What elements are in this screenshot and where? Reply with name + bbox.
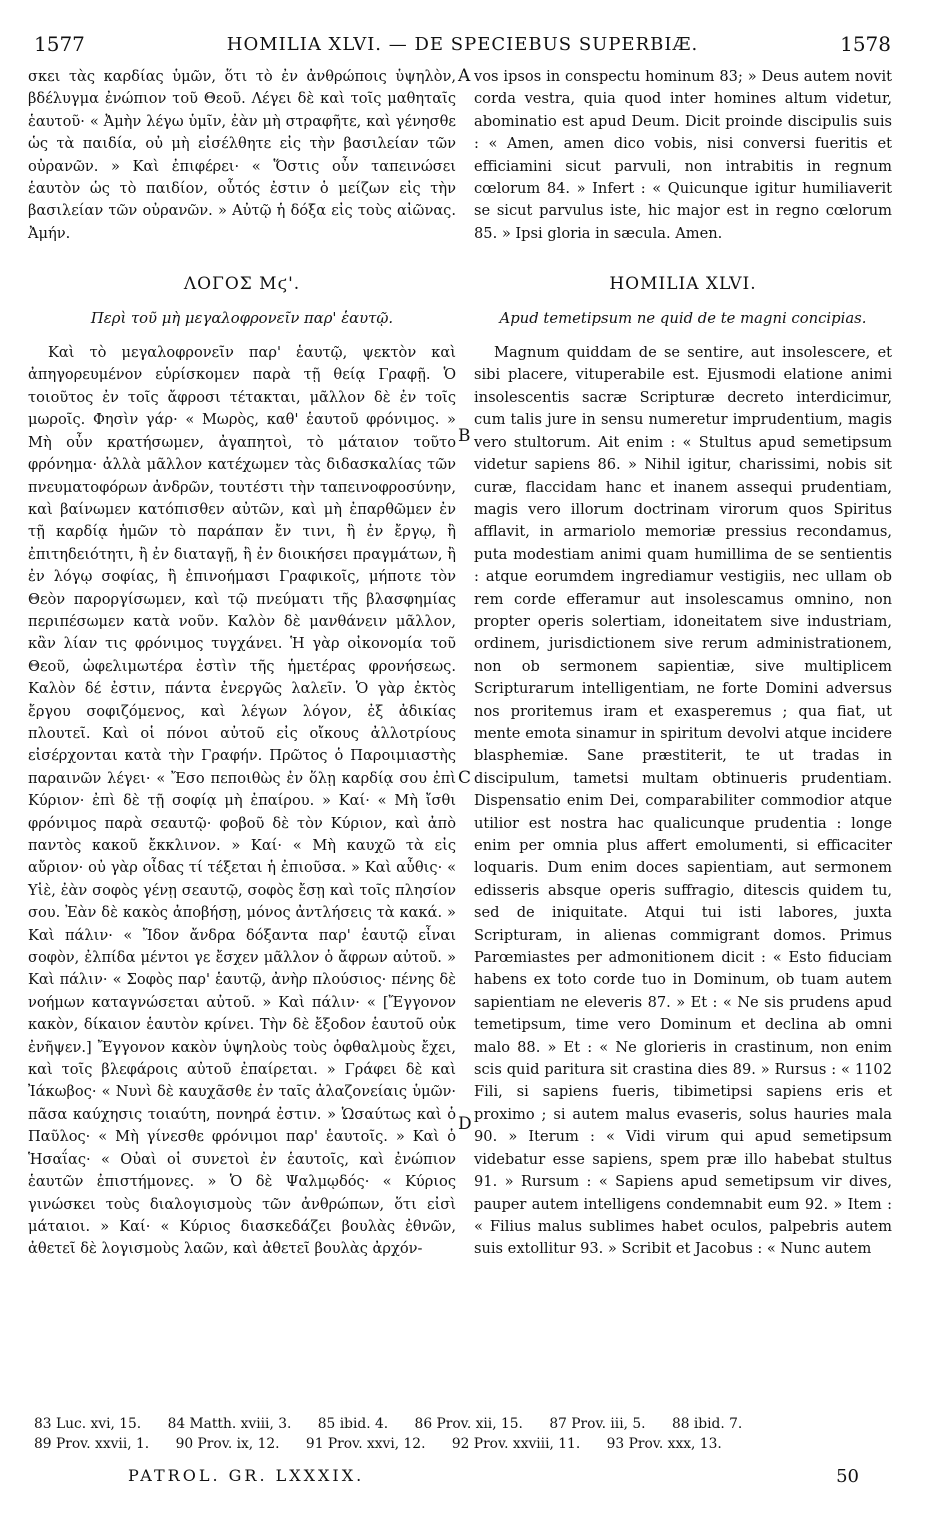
margin-marker-c: C xyxy=(458,768,472,788)
margin-marker-d: D xyxy=(458,1114,472,1134)
latin-intro: vos ipsos in conspectu hominum 83; » Deus autem novit corda vestra, quia quod inter homines altum videtur, abominatio est apud Deum. Dicit proinde discipulis suis : « Amen, amen dico vobis, nisi conversi fueritis et efficiamini sicut parvuli, non intrabitis in regnum cœlorum 84. » Infert : « Quicunque igitur humiliaverit se sicut parvulus iste, hic major est in regno cœlorum 85. » Ipsi gloria in sæcula. Amen. xyxy=(474,68,892,242)
footnote: 88 ibid. 7. xyxy=(671,1416,743,1432)
greek-body: Καὶ τὸ μεγαλοφρονεῖν παρ' ἑαυτῷ, ψεκτὸν καὶ ἀπηγορευμένον εὑρίσκομεν παρὰ τῇ θείᾳ Γραφῇ. Ὁ τοιοῦτος ἐν τοῖς ἄφροσι τέτακται, μᾶλλον δὲ ἐν τοῖς μωροῖς. Φησὶν γάρ· « Μωρὸς, καθ' ἑαυτοῦ φρόνιμος. » Μὴ οὖν κρατήσωμεν, ἀγαπητοὶ, τὸ μάταιον τοῦτο φρόνημα· ἀλλὰ μᾶλλον κατέχωμεν τὰς διδασκαλίας τῶν πνευματοφόρων ἀνδρῶν, τουτέστι τὴν ταπεινοφροσύνην, καὶ βαίνωμεν κατόπισθεν αὐτῶν, καὶ μὴ ἐπαρθῶμεν ἐν τῇ καρδίᾳ ἡμῶν τὸ παράπαν ἔν τινι, ἢ ἐν ἔργῳ, ἢ ἐπιτηδειότητι, ἢ ἐν διαταγῇ, ἢ ἐν διοικήσει πραγμάτων, ἢ ἐν λόγῳ σοφίας, ἢ ἐπινοήμασι Γραφικοῖς, μήποτε τὸν Θεὸν παροργίσωμεν, καὶ τῷ πνεύματι τῆς βλασφημίας περιπέσωμεν κατὰ νοῦν. Καλὸν δὲ μανθάνειν μᾶλλον, κἂν λίαν τις φρόνιμος τυγχάνει. Ἡ γὰρ οἰκονομία τοῦ Θεοῦ, ὠφελιμωτέρα ἐστὶν τῆς ἡμετέρας φρονήσεως. Καλὸν δέ ἐστιν, πάντα ἐνεργῶς λαλεῖν. Ὁ γὰρ ἐκτὸς ἔργου σοφιζόμενος, καὶ λέγων λόγον, ἐξ ἀδικίας πλουτεῖ. Καὶ οἱ πόνοι αὐτοῦ εἰς οἴκους ἀλλοτρίους εἰσέρχονται κατὰ τὴν Γραφήν. Πρῶτος ὁ Παροιμιαστὴς παραινῶν λέγει· « Ἔσο πεποιθὼς ἐν ὅλῃ καρδίᾳ σου ἐπὶ Κύριον· ἐπὶ δὲ τῇ σοφίᾳ μὴ ἐπαίρου. » Καί· « Μὴ ἴσθι φρόνιμος παρὰ σεαυτῷ· φοβοῦ δὲ τὸν Κύριον, καὶ ἀπὸ παντὸς κακοῦ ἔκκλινον. » Καί· « Μὴ καυχῶ τὰ εἰς αὔριον· οὐ γὰρ οἶδας τί τέξεται ἡ ἐπιοῦσα. » Καὶ αὖθις· « Υἱὲ, ἐὰν σοφὸς γένῃ σεαυτῷ, σοφὸς ἔσῃ καὶ τοῖς πλησίον σου. Ἐὰν δὲ κακὸς ἀποβήσῃ, μόνος ἀντλήσεις τὰ κακά. » Καὶ πάλιν· « Ἴδον ἄνδρα δόξαντα παρ' ἑαυτῷ εἶναι σοφὸν, ἐλπίδα μέντοι γε ἔσχεν μᾶλλον ὁ ἄφρων αὐτοῦ. » Καὶ πάλιν· « Σοφὸς παρ' ἑαυτῷ, ἀνὴρ πλούσιος· πένης δὲ νοήμων καταγνώσεται αὐτοῦ. » Καὶ πάλιν· « [Ἔγγονον κακὸν, δίκαιον ἑαυτὸν κρίνει. Τὴν δὲ ἔξοδον ἑαυτοῦ οὐκ ἐνῆψεν.] Ἔγγονον κακὸν ὑψηλοὺς τοὺς ὀφθαλμοὺς ἔχει, καὶ τοῖς βλεφάροις αὐτοῦ ἐπαίρεται. » Γράφει δὲ καὶ Ἰάκωβος· « Νυνὶ δὲ καυχᾶσθε ἐν ταῖς ἀλαζονείαις ὑμῶν· πᾶσα καύχησις τοιαύτη, πονηρά ἐστιν. » Ὡσαύτως καὶ ὁ Παῦλος· « Μὴ γίνεσθε φρόνιμοι παρ' ἑαυτοῖς. » Καὶ ὁ Ἡσαΐας· « Οὐαὶ οἱ συνετοὶ ἐν ἑαυτοῖς, καὶ ἐνώπιον ἑαυτῶν ἐπιστήμονες. » Ὁ δὲ Ψαλμῳδός· « Κύριος γινώσκει τοὺς διαλογισμοὺς τῶν ἀνθρώπων, ὅτι εἰσὶ μάταιοι. » Καί· « Κύριος διασκεδάζει βουλὰς ἐθνῶν, ἀθετεῖ δὲ λογισμοὺς λαῶν, καὶ ἀθετεῖ βουλὰς ἀρχόν- xyxy=(28,344,456,1258)
footnote: 90 Prov. ix, 12. xyxy=(175,1436,280,1452)
greek-homily-title: ΛΟΓΟΣ Μϛ'. xyxy=(183,274,301,295)
footnote: 93 Prov. xxx, 13. xyxy=(606,1436,722,1452)
running-title: HOMILIA XLVI. — DE SPECIEBUS SUPERBIÆ. xyxy=(226,34,699,55)
greek-column xyxy=(28,66,456,1261)
page-number-left: 1577 xyxy=(34,32,85,56)
footnote-row-2 xyxy=(34,1434,891,1454)
sheet-number: 50 xyxy=(836,1466,859,1487)
footnote: 87 Prov. iii, 5. xyxy=(549,1416,646,1432)
footnote: 84 Matth. xviii, 3. xyxy=(167,1416,292,1432)
page-number-right: 1578 xyxy=(840,32,891,56)
running-head xyxy=(34,32,891,56)
footnote: 83 Luc. xvi, 15. xyxy=(34,1416,142,1432)
margin-marker-a: A xyxy=(458,66,471,86)
latin-body: Magnum quiddam de se sentire, aut insolescere, et sibi placere, vituperabile est. Ejusmodi elatione animi insolescentis sacræ Scripturæ decreto interdicimur, cum talis jure in sensu numeretur imprudentium, magis vero stultorum. Ait enim : « Stultus apud semetipsum videtur sapiens 86. » Nihil igitur, charissimi, nobis sit curæ, flaccidam hanc et inanem assequi prudentiam, magis vero illorum doctrinam virorum quos Spiritus afflavit, in armariolo memoriæ pressius recondamus, puta modestiam animi quam humillima de se sentientis : atque eorumdem ingrediamur vestigiis, nec ullam ob rem corde efferamur aut insolescamus omnino, non propter operis solertiam, idoneitatem sive industriam, ordinem, jurisdictionem sive rerum administrationem, non ob sermonem sapientiæ, sive multiplicem Scripturarum intelligentiam, ne forte Domini adversus nos proritemus iram et exasperemus ; qua fiat, ut mente emota sinamur in spiritum devolvi atque incidere blasphemiæ. Sane præstiterit, te ut tradas in discipulum, tametsi multam obtinueris prudentiam. Dispensatio enim Dei, comparabiliter commodior atque utilior est nostra hac qualicunque prudentia : longe enim per omnia plus affert emolumenti, si efficaciter loquaris. Dum enim doces sapientiam, aut sermonem edisseris absque operis suffragio, ditescis quidem tu, sed de iniquitate. Atqui tui isti labores, juxta Scripturam, in alienas commigrant domos. Primus Parœmiastes per admonitionem dicit : « Esto fiduciam habens ex toto corde tuo in Dominum, ob tuam autem sapientiam ne eleveris 87. » Et : « Ne sis prudens apud temetipsum, time vero Dominum et declina ab omni malo 88. » Et : « Ne glorieris in crastinum, non enim scis quid paritura sit crastina dies 89. » Rursus : « 1102 Fili, si sapiens fueris, tibimetipsi sapiens eris et proximo ; si autem malus evaseris, solus hauries mala 90. » Iterum : « Vidi virum qui apud semetipsum videbatur esse sapiens, spem præ illo habebat stultus 91. » Rursum : « Sapiens apud semetipsum vir dives, pauper autem intelligens condemnabit eum 92. » Item : « Filius malus sublimes habet oculos, palpebris autem suis extollitur 93. » Scribit et Jacobus : « Nunc autem xyxy=(474,344,892,1258)
latin-homily-title: HOMILIA XLVI. xyxy=(609,274,757,295)
footnote: 86 Prov. xii, 15. xyxy=(414,1416,523,1432)
footnote: 85 ibid. 4. xyxy=(317,1416,389,1432)
greek-intro: σκει τὰς καρδίας ὑμῶν, ὅτι τὸ ἐν ἀνθρώποις ὑψηλὸν, βδέλυγμα ἐνώπιον τοῦ Θεοῦ. Λέγει δὲ καὶ τοῖς μαθηταῖς ἑαυτοῦ· « Ἀμὴν λέγω ὑμῖν, ἐὰν μὴ στραφῆτε, καὶ γένησθε ὡς τὰ παιδία, οὐ μὴ εἰσέλθητε εἰς τὴν βασιλείαν τῶν οὐρανῶν. » Καὶ ἐπιφέρει· « Ὅστις οὖν ταπεινώσει ἑαυτὸν ὡς τὸ παιδίον, οὗτός ἐστιν ὁ μείζων εἰς τὴν βασιλείαν τῶν οὐρανῶν. » Αὐτῷ ἡ δόξα εἰς τοὺς αἰῶνας. Ἀμήν. xyxy=(28,68,456,242)
margin-marker-b: B xyxy=(458,426,471,446)
patrologia-signature: PATROL. GR. LXXXIX. xyxy=(128,1466,365,1485)
footnote: 89 Prov. xxvii, 1. xyxy=(34,1436,150,1452)
page-bottom xyxy=(128,1466,891,1492)
footnotes xyxy=(34,1414,891,1454)
footnote: 91 Prov. xxvi, 12. xyxy=(305,1436,426,1452)
latin-homily-subtitle: Apud temetipsum ne quid de te magni concipias. xyxy=(499,309,867,327)
latin-column xyxy=(474,66,892,1261)
greek-homily-subtitle: Περὶ τοῦ μὴ μεγαλοφρονεῖν παρ' ἑαυτῷ. xyxy=(90,309,394,327)
footnote-row-1 xyxy=(34,1414,891,1434)
footnote: 92 Prov. xxviii, 11. xyxy=(451,1436,581,1452)
